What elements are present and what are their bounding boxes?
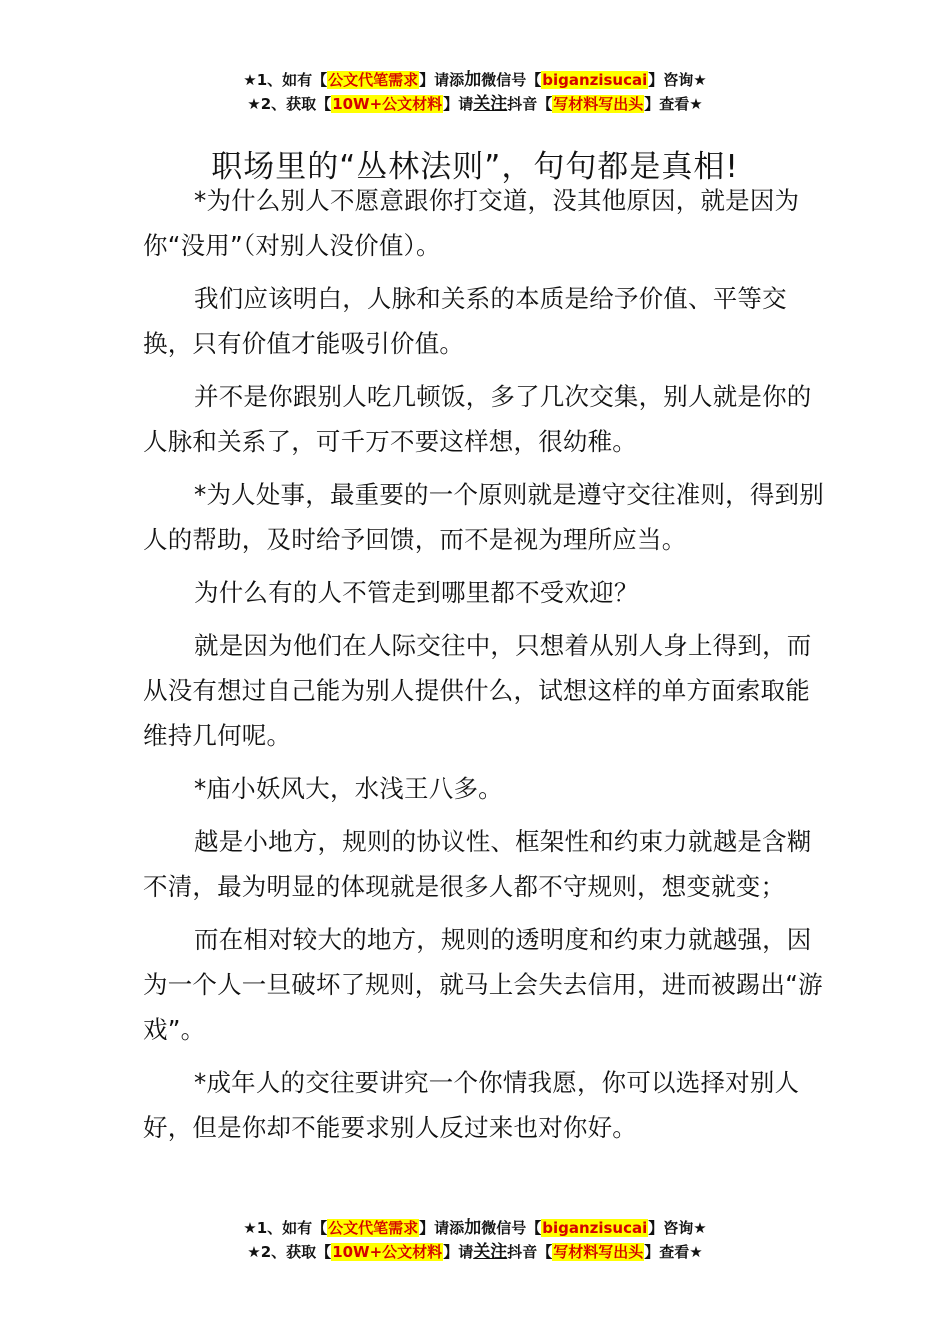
banner-text-emphasis: 关注 xyxy=(473,1242,508,1262)
banner-text: 抖音【 xyxy=(507,95,553,113)
highlight-materials: 10W+公文材料 xyxy=(332,95,443,113)
highlight-materials: 10W+公文材料 xyxy=(332,1243,443,1261)
banner-text: 微信号【 xyxy=(481,1219,542,1237)
banner-text: 】咨询★ xyxy=(648,71,707,89)
banner-text: 】请添 xyxy=(419,71,465,89)
paragraph: 为什么有的人不管走到哪里都不受欢迎？ xyxy=(194,578,639,607)
banner-text: 】请 xyxy=(443,95,474,113)
paragraph: 越是小地方，规则的协议性、框架性和约束力就越是含糊不清，最为明显的体现就是很多人都不守规则，想变就变； xyxy=(143,827,812,901)
banner-text: 】请 xyxy=(443,1243,474,1261)
banner-line-1 xyxy=(0,68,950,92)
paragraph: *为人处事，最重要的一个原则就是遵守交往准则，得到别人的帮助，及时给予回馈，而不是视为理所应当。 xyxy=(143,480,824,554)
highlight-douyin-account: 写材料写出头 xyxy=(553,95,644,113)
paragraph: *庙小妖风大，水浅王八多。 xyxy=(194,774,503,803)
header-banner xyxy=(0,68,950,116)
banner-text-emphasis: 加 xyxy=(464,1218,482,1238)
banner-text: ★1、如有【 xyxy=(243,71,328,89)
banner-text: 】查看★ xyxy=(644,1243,703,1261)
banner-line-2 xyxy=(0,1240,950,1264)
banner-text: 抖音【 xyxy=(507,1243,553,1261)
banner-text: ★2、获取【 xyxy=(247,1243,332,1261)
page-title: 职场里的“丛林法则”，句句都是真相! xyxy=(211,148,739,185)
banner-text-emphasis: 关注 xyxy=(473,94,508,114)
banner-line-1 xyxy=(0,1216,950,1240)
banner-line-2 xyxy=(0,92,950,116)
article-body xyxy=(143,178,833,1158)
banner-text: ★1、如有【 xyxy=(243,1219,328,1237)
paragraph: 并不是你跟别人吃几顿饭，多了几次交集，别人就是你的人脉和关系了，可千万不要这样想，很幼稚。 xyxy=(143,382,812,456)
banner-text-emphasis: 加 xyxy=(464,70,482,90)
highlight-douyin-account: 写材料写出头 xyxy=(553,1243,644,1261)
paragraph: 就是因为他们在人际交往中，只想着从别人身上得到，而从没有想过自己能为别人提供什么，试想这样的单方面索取能维持几何呢。 xyxy=(143,631,812,750)
paragraph: *为什么别人不愿意跟你打交道，没其他原因，就是因为你“没用”（对别人没价值）。 xyxy=(143,186,800,260)
paragraph: *成年人的交往要讲究一个你情我愿，你可以选择对别人好，但是你却不能要求别人反过来也对你好。 xyxy=(143,1068,800,1142)
banner-text: 】查看★ xyxy=(644,95,703,113)
paragraph: 我们应该明白，人脉和关系的本质是给予价值、平等交换，只有价值才能吸引价值。 xyxy=(143,284,787,358)
banner-text: ★2、获取【 xyxy=(247,95,332,113)
highlight-service: 公文代笔需求 xyxy=(328,1219,419,1237)
paragraph: 而在相对较大的地方，规则的透明度和约束力就越强，因为一个人一旦破坏了规则，就马上会失去信用，进而被踢出“游戏”。 xyxy=(143,925,823,1044)
highlight-service: 公文代笔需求 xyxy=(328,71,419,89)
banner-text: 】请添 xyxy=(419,1219,465,1237)
highlight-wechat-id: biganzisucai xyxy=(542,71,648,89)
banner-text: 】咨询★ xyxy=(648,1219,707,1237)
highlight-wechat-id: biganzisucai xyxy=(542,1219,648,1237)
banner-text: 微信号【 xyxy=(481,71,542,89)
footer-banner xyxy=(0,1216,950,1264)
